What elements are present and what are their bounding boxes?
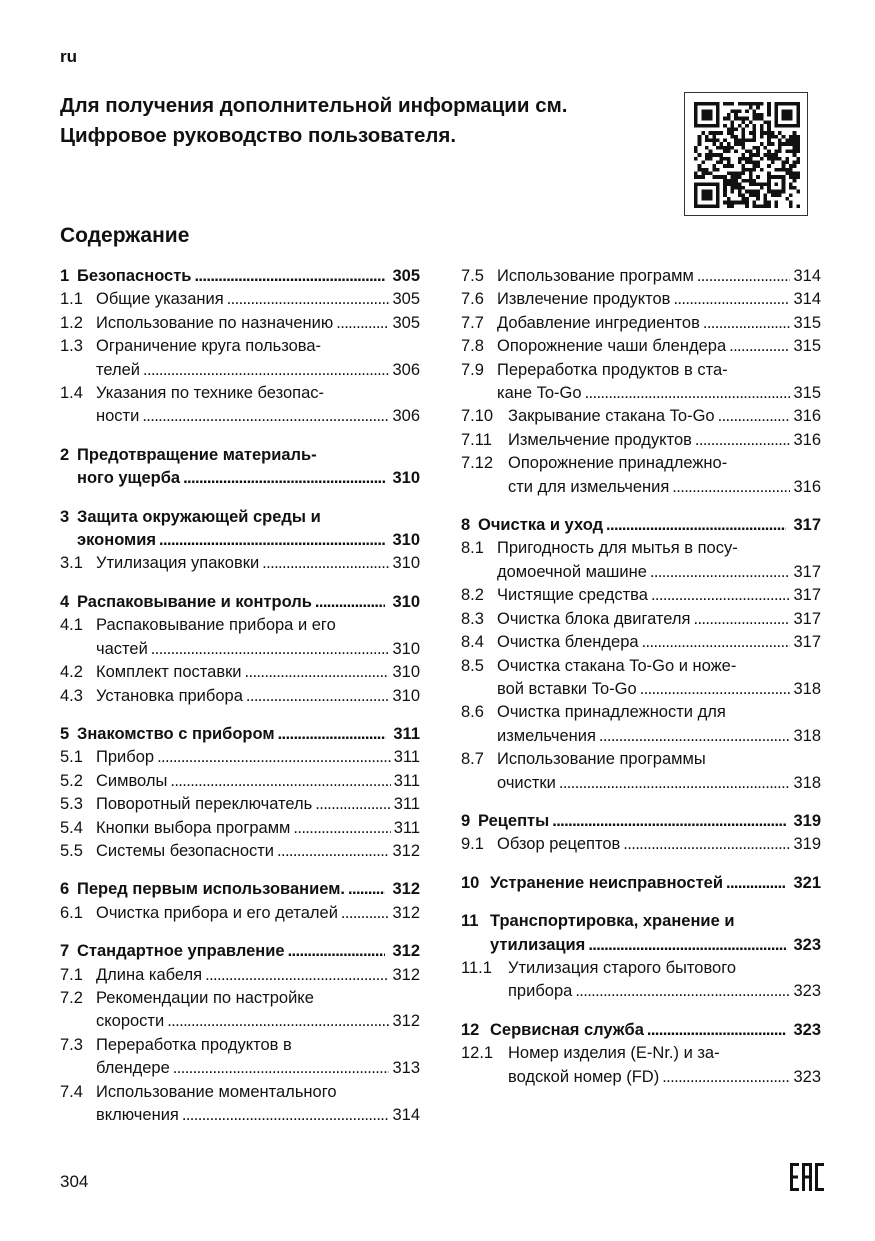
toc-entry-title-line: Рекомендации по настройке — [96, 988, 314, 1007]
toc-entry-title: Распаковывание и контроль — [77, 592, 312, 611]
toc-entry-title: измельчения — [497, 726, 596, 745]
dot-leader — [703, 312, 791, 335]
toc-entry-page: 310 — [392, 531, 420, 550]
qr-code-icon[interactable] — [684, 92, 808, 216]
toc-entry-number: 3.1 — [60, 554, 83, 573]
toc-entry-title: Извлечение продуктов — [497, 290, 671, 309]
toc-entry-number: 5.1 — [60, 748, 83, 767]
toc-entry-page: 323 — [793, 1067, 821, 1086]
toc-entry-page: 310 — [392, 639, 420, 658]
dot-leader — [194, 265, 385, 288]
dot-leader — [227, 288, 390, 311]
toc-entry[interactable] — [461, 631, 821, 654]
toc-entry-page: 317 — [793, 586, 821, 605]
toc-entry[interactable] — [60, 614, 420, 661]
qr-code-pattern — [694, 102, 800, 208]
toc-entry-number: 9 — [461, 811, 471, 830]
toc-entry-page: 321 — [793, 873, 821, 892]
toc-entry-title: очистки — [497, 773, 556, 792]
intro-line-1: Для получения дополнительной информации см. — [60, 94, 568, 117]
toc-entry-title-line: Очистка принадлежности для — [497, 703, 726, 722]
toc-entry-number: 11 — [461, 912, 479, 931]
toc-chapter[interactable] — [60, 265, 420, 288]
toc-entry[interactable] — [461, 312, 821, 335]
toc-entry[interactable] — [60, 840, 420, 863]
toc-entry-title: Устранение неисправностей — [490, 873, 723, 892]
toc-chapter[interactable] — [461, 910, 821, 957]
toc-chapter[interactable] — [60, 506, 420, 553]
dot-leader — [673, 288, 790, 311]
toc-entry[interactable] — [60, 902, 420, 925]
dot-leader — [552, 810, 786, 833]
toc-entry[interactable] — [60, 964, 420, 987]
dot-leader — [651, 584, 791, 607]
toc-chapter[interactable] — [60, 878, 420, 901]
toc-entry-number: 5.5 — [60, 841, 83, 860]
toc-entry-page: 305 — [392, 313, 420, 332]
dot-leader — [693, 608, 790, 631]
dot-leader — [170, 770, 390, 793]
toc-entry-number: 7.9 — [461, 360, 484, 379]
toc-entry-number: 4 — [60, 592, 70, 611]
toc-chapter[interactable] — [60, 444, 420, 491]
toc-entry[interactable] — [461, 833, 821, 856]
toc-entry-page: 312 — [392, 903, 420, 922]
dot-leader — [277, 840, 389, 863]
toc-entry-page: 312 — [392, 942, 420, 961]
toc-entry-number: 1.1 — [60, 290, 83, 309]
toc-entry-title: Комплект поставки — [96, 663, 242, 682]
toc-entry-number: 7.4 — [60, 1082, 83, 1101]
toc-entry-page: 311 — [393, 771, 420, 790]
toc-entry-page: 305 — [392, 267, 420, 285]
toc-entry-title: Символы — [96, 771, 168, 790]
toc-entry[interactable] — [461, 584, 821, 607]
toc-entry-title-line: Транспортировка, хранение и — [490, 912, 735, 931]
toc-chapter[interactable] — [461, 1019, 821, 1042]
toc-entry-page: 316 — [793, 407, 821, 426]
toc-entry[interactable] — [461, 288, 821, 311]
toc-entry-title: Утилизация упаковки — [96, 554, 260, 573]
toc-entry-number: 8.2 — [461, 586, 484, 605]
toc-entry-page: 317 — [793, 609, 821, 628]
toc-entry-title-line: Опорожнение принадлежно- — [508, 454, 728, 473]
intro-line-2: Цифровое руководство пользователя. — [60, 124, 457, 147]
toc-entry-number: 8 — [461, 516, 471, 535]
toc-chapter[interactable] — [461, 872, 821, 895]
toc-entry-title: экономия — [77, 531, 157, 550]
toc-entry-title-line: Пригодность для мытья в посу- — [497, 539, 738, 558]
toc-entry-number: 7.7 — [461, 313, 484, 332]
toc-entry-page: 314 — [793, 267, 821, 285]
toc-entry-page: 311 — [393, 818, 420, 837]
toc-entry-title: вой вставки To-Go — [497, 679, 637, 698]
dot-leader — [341, 902, 390, 925]
dot-leader — [623, 833, 790, 856]
toc-entry-title: Опорожнение чаши блендера — [497, 337, 727, 356]
dot-leader — [183, 467, 385, 490]
dot-leader — [348, 878, 385, 901]
dot-leader — [315, 793, 390, 816]
toc-entry-page: 323 — [793, 1020, 821, 1039]
toc-entry-page: 323 — [793, 982, 821, 1001]
dot-leader — [559, 772, 791, 795]
toc-entry-title: телей — [96, 360, 141, 379]
toc-entry-number: 9.1 — [461, 835, 484, 854]
toc-entry-number: 5 — [60, 724, 70, 743]
toc-entry-number: 5.2 — [60, 771, 83, 790]
toc-entry-title: кане To-Go — [497, 384, 582, 403]
toc-entry-title: ности — [96, 407, 140, 426]
toc-entry[interactable] — [461, 429, 821, 452]
toc-chapter[interactable] — [461, 810, 821, 833]
toc-entry-page: 315 — [793, 313, 821, 332]
toc-entry-page: 312 — [392, 1012, 420, 1031]
toc-entry-page: 312 — [392, 880, 420, 899]
toc-entry[interactable] — [461, 359, 821, 406]
dot-leader — [695, 429, 791, 452]
toc-entry-title: Безопасность — [77, 267, 192, 285]
toc-chapter[interactable] — [461, 514, 821, 537]
toc-entry[interactable] — [60, 552, 420, 575]
toc-entry-title-line: Предотвращение материаль- — [77, 445, 317, 464]
dot-leader — [697, 265, 791, 288]
toc-entry-title: Системы безопасности — [96, 841, 275, 860]
toc-entry-title: Прибор — [96, 748, 155, 767]
toc-entry-title: Поворотный переключатель — [96, 795, 313, 814]
toc-entry-title-line: Распаковывание прибора и его — [96, 616, 336, 635]
toc-entry[interactable] — [461, 537, 821, 584]
toc-entry-number: 7.6 — [461, 290, 484, 309]
toc-right-column — [461, 265, 821, 1089]
toc-entry-page: 317 — [793, 562, 821, 581]
toc-entry-title-line: Ограничение круга пользова- — [96, 337, 322, 356]
toc-entry[interactable] — [60, 661, 420, 684]
toc-entry-number: 8.7 — [461, 750, 484, 769]
toc-entry[interactable] — [461, 452, 821, 499]
toc-entry-title: частей — [96, 639, 148, 658]
toc-entry-page: 311 — [393, 795, 420, 814]
toc-entry-title: утилизация — [490, 935, 586, 954]
toc-entry-title-line: Использование моментального — [96, 1082, 337, 1101]
toc-entry-title: Кнопки выбора программ — [96, 818, 291, 837]
toc-entry[interactable] — [461, 1042, 821, 1089]
toc-entry-title: ного ущерба — [77, 469, 181, 488]
dot-leader — [585, 382, 791, 405]
dot-leader — [159, 529, 385, 552]
dot-leader — [293, 817, 390, 840]
dot-leader — [151, 638, 390, 661]
toc-entry-number: 7.8 — [461, 337, 484, 356]
toc-entry-number: 7.3 — [60, 1035, 83, 1054]
toc-entry-title: Очистка блендера — [497, 633, 639, 652]
toc-entry-number: 8.3 — [461, 609, 484, 628]
toc-entry-page: 316 — [793, 430, 821, 449]
toc-entry-number: 6 — [60, 880, 70, 899]
dot-leader — [606, 514, 786, 537]
toc-entry-title-line: Переработка продуктов в — [96, 1035, 292, 1054]
toc-entry-page: 310 — [392, 663, 420, 682]
toc-entry-number: 1.2 — [60, 313, 83, 332]
toc-entry-page: 306 — [392, 360, 420, 379]
toc-entry-page: 312 — [392, 841, 420, 860]
toc-entry-page: 310 — [392, 592, 420, 611]
toc-entry-title-line: Указания по технике безопас- — [96, 384, 325, 403]
toc-entry-page: 318 — [793, 679, 821, 698]
toc-entry-number: 7.12 — [461, 454, 494, 473]
toc-entry-title-line: Утилизация старого бытового — [508, 958, 737, 977]
toc-entry-page: 318 — [793, 726, 821, 745]
toc-entry-number: 8.6 — [461, 703, 484, 722]
toc-entry-number: 7.5 — [461, 267, 484, 285]
toc-entry[interactable] — [60, 770, 420, 793]
toc-entry-page: 310 — [392, 554, 420, 573]
toc-entry-title: Использование по назначению — [96, 313, 334, 332]
dot-leader — [205, 964, 389, 987]
dot-leader — [726, 872, 786, 895]
toc-entry[interactable] — [461, 608, 821, 631]
toc-entry-page: 315 — [793, 337, 821, 356]
toc-entry-title: Чистящие средства — [497, 586, 648, 605]
toc-entry-title: Сервисная служба — [490, 1020, 644, 1039]
toc-entry-title: Очистка прибора и его деталей — [96, 903, 338, 922]
dot-leader — [672, 476, 790, 499]
toc-entry[interactable] — [60, 685, 420, 708]
toc-entry-title: Знакомство с прибором — [77, 724, 275, 743]
dot-leader — [262, 552, 389, 575]
dot-leader — [142, 405, 389, 428]
toc-entry[interactable] — [60, 335, 420, 382]
toc-entry-number: 4.3 — [60, 686, 83, 705]
toc-entry-number: 6.1 — [60, 903, 83, 922]
toc-entry[interactable] — [60, 288, 420, 311]
dot-leader — [245, 661, 390, 684]
toc-entry-number: 1.4 — [60, 384, 83, 403]
toc-entry-title: Перед первым использованием. — [77, 880, 346, 899]
toc-entry-number: 8.5 — [461, 656, 484, 675]
language-code: ru — [60, 47, 77, 66]
eac-mark-icon — [790, 1163, 824, 1191]
toc-entry-title: Установка прибора — [96, 686, 243, 705]
dot-leader — [662, 1066, 790, 1089]
dot-leader — [157, 746, 391, 769]
dot-leader — [182, 1104, 390, 1127]
toc-entry-page: 318 — [793, 773, 821, 792]
toc-entry-page: 314 — [392, 1106, 420, 1124]
toc-entry-title: включения — [96, 1106, 179, 1124]
dot-leader — [143, 359, 389, 382]
toc-entry-page: 310 — [392, 686, 420, 705]
toc-chapter[interactable] — [60, 940, 420, 963]
toc-entry-number: 7.1 — [60, 965, 83, 984]
toc-entry-number: 1 — [60, 267, 70, 285]
toc-entry[interactable] — [461, 701, 821, 748]
toc-entry-number: 11.1 — [461, 958, 492, 977]
toc-entry-title: Использование программ — [497, 267, 694, 285]
dot-leader — [588, 934, 786, 957]
toc-entry-title: блендере — [96, 1059, 170, 1078]
dot-leader — [575, 980, 790, 1003]
toc-entry[interactable] — [60, 793, 420, 816]
toc-entry-title-line: Номер изделия (E-Nr.) и за- — [508, 1044, 720, 1063]
dot-leader — [288, 940, 386, 963]
toc-entry-page: 317 — [793, 633, 821, 652]
toc-entry-number: 7.10 — [461, 407, 494, 426]
toc-entry-title: Добавление ингредиентов — [497, 313, 700, 332]
toc-entry[interactable] — [461, 957, 821, 1004]
toc-entry-page: 312 — [392, 965, 420, 984]
toc-entry-page: 313 — [392, 1059, 420, 1078]
dot-leader — [336, 312, 389, 335]
toc-entry-page: 317 — [793, 516, 821, 535]
toc-entry-page: 319 — [793, 835, 821, 854]
toc-entry-page: 316 — [793, 477, 821, 496]
toc-entry-title-line: Переработка продуктов в ста- — [497, 360, 728, 379]
toc-entry-title: Длина кабеля — [96, 965, 203, 984]
toc-entry-title: Измельчение продуктов — [508, 430, 692, 449]
toc-entry-number: 2 — [60, 445, 70, 464]
toc-entry-title-line: Очистка стакана To-Go и ноже- — [497, 656, 737, 675]
toc-entry-number: 10 — [461, 873, 480, 892]
toc-entry[interactable] — [461, 335, 821, 358]
toc-entry[interactable] — [60, 382, 420, 429]
dot-leader — [640, 678, 791, 701]
dot-leader — [599, 725, 791, 748]
toc-entry-number: 1.3 — [60, 337, 83, 356]
toc-entry-title: Рецепты — [478, 811, 550, 830]
toc-entry-title-line: Использование программы — [497, 750, 706, 769]
toc-chapter[interactable] — [60, 591, 420, 614]
dot-leader — [647, 1019, 787, 1042]
toc-entry-number: 5.3 — [60, 795, 83, 814]
toc-entry-number: 4.2 — [60, 663, 83, 682]
toc-entry-number: 8.4 — [461, 633, 484, 652]
toc-entry-number: 8.1 — [461, 539, 484, 558]
toc-entry-title: прибора — [508, 982, 573, 1001]
toc-entry[interactable] — [461, 405, 821, 428]
toc-entry-number: 7 — [60, 942, 70, 961]
toc-chapter[interactable] — [60, 723, 420, 746]
toc-entry-page: 305 — [392, 290, 420, 309]
toc-entry[interactable] — [60, 1034, 420, 1081]
toc-entry[interactable] — [461, 655, 821, 702]
intro-heading — [60, 91, 660, 151]
toc-entry-page: 323 — [793, 935, 821, 954]
toc-entry-title: скорости — [96, 1012, 165, 1031]
toc-entry-number: 4.1 — [60, 616, 83, 635]
toc-entry[interactable] — [60, 1081, 420, 1128]
toc-title: Содержание — [60, 224, 190, 247]
dot-leader — [278, 723, 387, 746]
toc-entry[interactable] — [60, 746, 420, 769]
toc-entry[interactable] — [60, 987, 420, 1034]
toc-entry-number: 12.1 — [461, 1044, 494, 1063]
dot-leader — [729, 335, 790, 358]
toc-left-column — [60, 265, 420, 1127]
toc-entry[interactable] — [461, 748, 821, 795]
toc-entry-page: 311 — [393, 748, 420, 767]
toc-entry[interactable] — [60, 312, 420, 335]
toc-entry-page: 319 — [793, 811, 821, 830]
toc-entry-number: 7.11 — [461, 430, 492, 449]
toc-entry-title: Очистка блока двигателя — [497, 609, 691, 628]
toc-entry-page: 315 — [793, 384, 821, 403]
toc-entry-title: Общие указания — [96, 290, 224, 309]
toc-entry-title: домоечной машине — [497, 562, 647, 581]
toc-entry-number: 5.4 — [60, 818, 83, 837]
toc-entry-title: Очистка и уход — [478, 516, 604, 535]
toc-entry[interactable] — [60, 817, 420, 840]
toc-entry-title: сти для измельчения — [508, 477, 670, 496]
toc-entry-title-line: Защита окружающей среды и — [77, 507, 321, 526]
toc-entry-title: Закрывание стакана To-Go — [508, 407, 715, 426]
toc-entry[interactable] — [461, 265, 821, 288]
toc-entry-page: 310 — [392, 469, 420, 488]
toc-entry-number: 7.2 — [60, 988, 83, 1007]
toc-entry-page: 314 — [793, 290, 821, 309]
page-number: 304 — [60, 1172, 89, 1191]
toc-entry-title: Обзор рецептов — [497, 835, 621, 854]
toc-entry-title: Стандартное управление — [77, 942, 285, 961]
toc-entry-page: 306 — [392, 407, 420, 426]
toc-entry-page: 311 — [393, 724, 420, 743]
dot-leader — [650, 561, 791, 584]
dot-leader — [718, 405, 791, 428]
toc-entry-number: 12 — [461, 1020, 480, 1039]
dot-leader — [315, 591, 386, 614]
toc-entry-number: 3 — [60, 507, 70, 526]
dot-leader — [246, 685, 390, 708]
dot-leader — [642, 631, 791, 654]
dot-leader — [173, 1057, 390, 1080]
toc-entry-title: водской номер (FD) — [508, 1067, 660, 1086]
dot-leader — [167, 1010, 389, 1033]
